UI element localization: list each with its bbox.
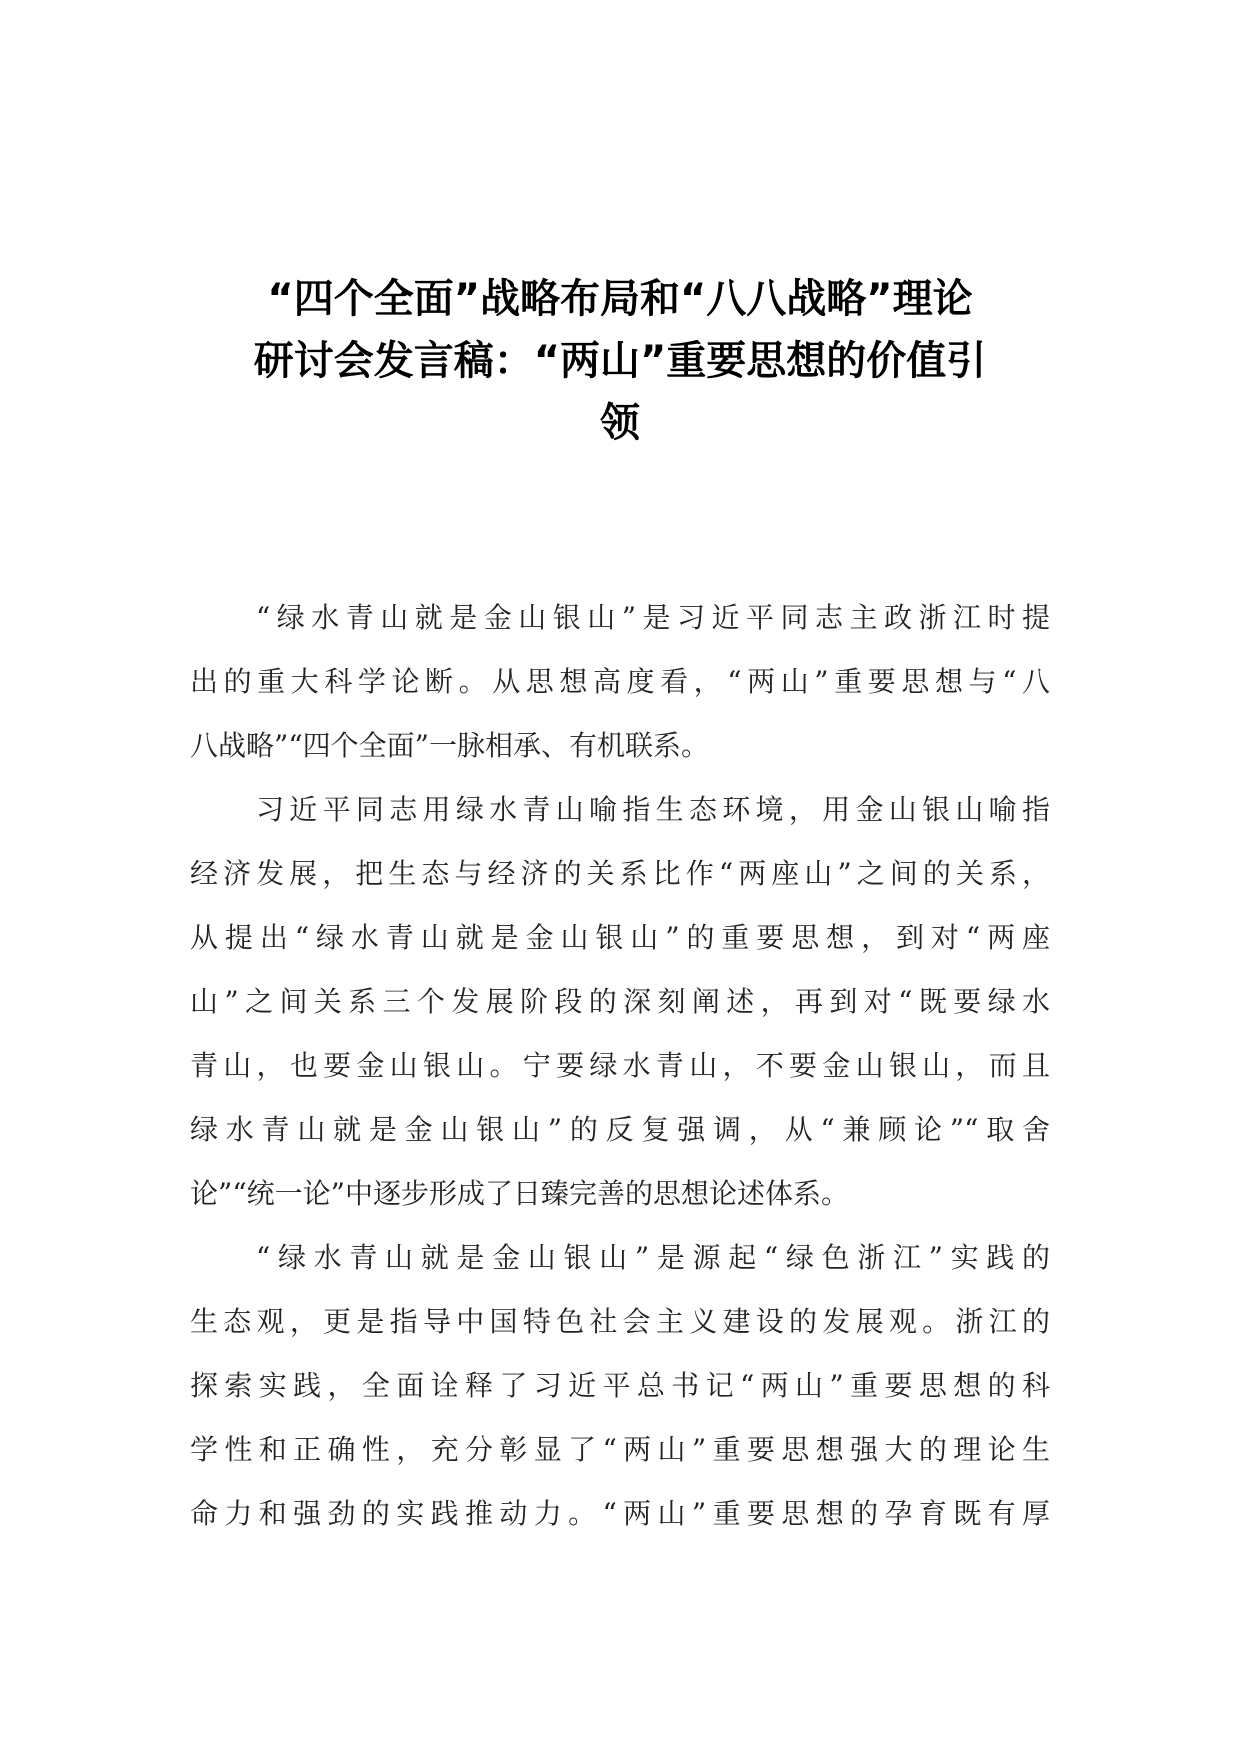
text-line: 绿水青山就是金山银山”的反复强调，从“兼顾论”“取舍 bbox=[190, 1113, 1050, 1146]
text-line: “绿水青山就是金山银山”是习近平同志主政浙江时提 bbox=[256, 601, 1050, 634]
text-line: 八战略”“四个全面”一脉相承、有机联系。 bbox=[190, 729, 709, 762]
paragraph-2 bbox=[190, 778, 1050, 1226]
title-line: 领 bbox=[600, 400, 640, 446]
text-line: 命力和强劲的实践推动力。“两山”重要思想的孕育既有厚 bbox=[190, 1497, 1050, 1530]
text-line: 论”“统一论”中逐步形成了日臻完善的思想论述体系。 bbox=[190, 1177, 849, 1210]
text-line: 探索实践，全面诠释了习近平总书记“两山”重要思想的科 bbox=[190, 1369, 1050, 1402]
title-line: “四个全面”战略布局和“八八战略”理论 bbox=[267, 276, 973, 322]
text-line: 山”之间关系三个发展阶段的深刻阐述，再到对“既要绿水 bbox=[190, 985, 1050, 1018]
text-line: 从提出“绿水青山就是金山银山”的重要思想，到对“两座 bbox=[190, 921, 1050, 954]
text-line: 习近平同志用绿水青山喻指生态环境，用金山银山喻指 bbox=[256, 793, 1050, 826]
title-line: 研讨会发言稿：“两山”重要思想的价值引 bbox=[253, 338, 987, 384]
text-line: 学性和正确性，充分彰显了“两山”重要思想强大的理论生 bbox=[190, 1433, 1050, 1466]
text-line: 青山，也要金山银山。宁要绿水青山，不要金山银山，而且 bbox=[190, 1049, 1050, 1082]
document-title bbox=[190, 268, 1050, 454]
paragraph-3 bbox=[190, 1226, 1050, 1546]
text-line: “绿水青山就是金山银山”是源起“绿色浙江”实践的 bbox=[256, 1241, 1050, 1274]
text-line: 经济发展，把生态与经济的关系比作“两座山”之间的关系， bbox=[190, 857, 1050, 890]
document-body bbox=[190, 586, 1050, 1546]
text-line: 出的重大科学论断。从思想高度看，“两山”重要思想与“八 bbox=[190, 665, 1050, 698]
paragraph-1 bbox=[190, 586, 1050, 778]
text-line: 生态观，更是指导中国特色社会主义建设的发展观。浙江的 bbox=[190, 1305, 1050, 1338]
